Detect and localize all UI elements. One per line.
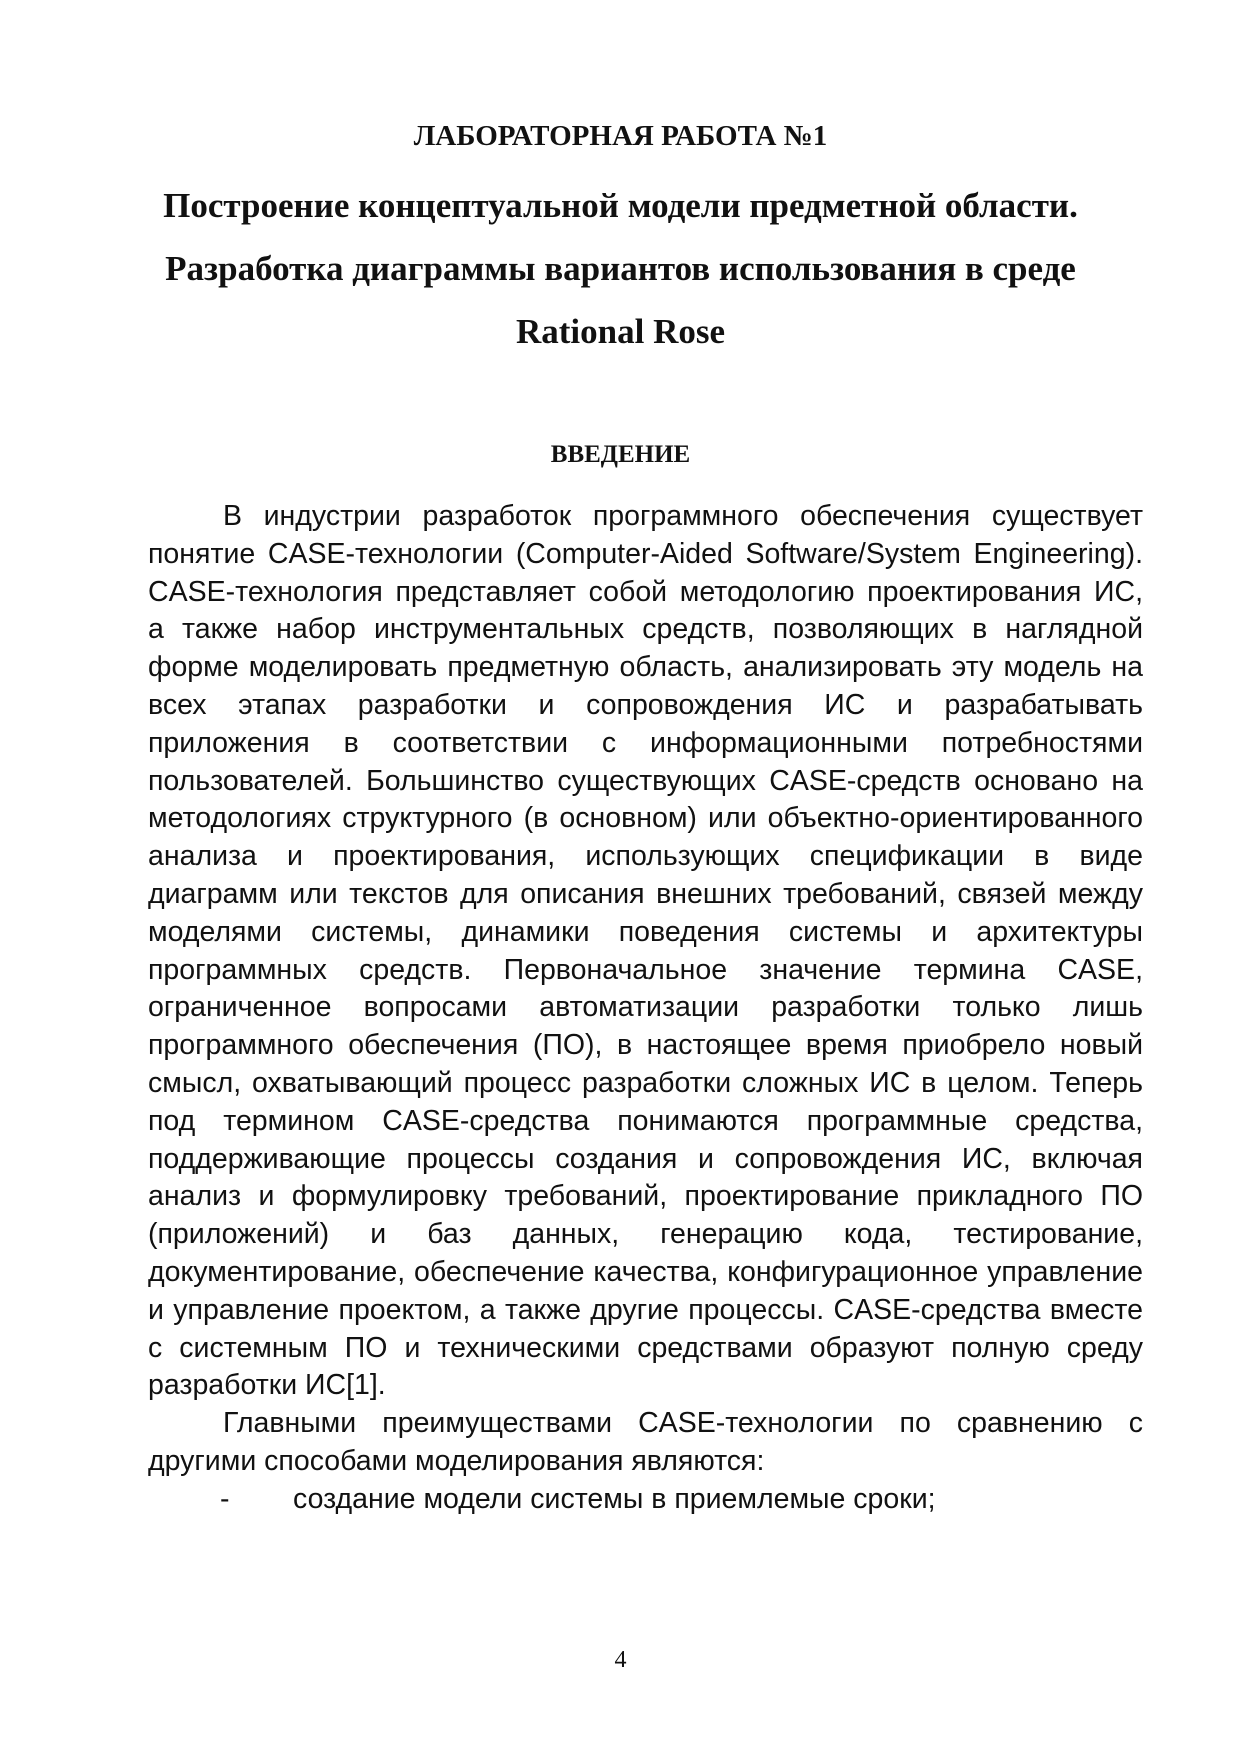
title-line-3: Rational Rose [515, 312, 726, 351]
body-text [148, 498, 1143, 1519]
section-heading: ВВЕДЕНИЕ [550, 441, 691, 468]
lab-title: ЛАБОРАТОРНАЯ РАБОТА №1 [413, 120, 828, 152]
list-item-text: создание модели системы в приемлемые сроки; [293, 1482, 936, 1515]
paragraph-2: Главными преимуществами CASE-технологии по сравнению с другими способами моделирования являются: [148, 1407, 1143, 1477]
paragraph-1: В индустрии разработок программного обеспечения существует понятие CASE-технологии (Computer-Aided Software/System Engineering). CASE-технология представляет собой методологию проектирования ИС, а также набор инструментальных средств, позволяющих в наглядной форме моделировать предметную область, анализировать эту модель на всех этапах разработки и сопровождения ИС и разрабатывать приложения в соответствии с информационными потребностями пользователей. Большинство существующих CASE-средств основано на методологиях структурного (в основном) или объектно-ориентированного анализа и проектирования, использующих спецификации в виде диаграмм или текстов для описания внешних требований, связей между моделями системы, динамики поведения системы и архитектуры программных средств. Первоначальное значение термина CASE, ограниченное вопросами автоматизации разработки только лишь программного обеспечения (ПО), в настоящее время приобрело новый смысл, охватывающий процесс разработки сложных ИС в целом. Теперь под термином CASE-средства понимаются программные средства, поддерживающие процессы создания и сопровождения ИС, включая анализ и формулировку требований, проектирование прикладного ПО (приложений) и баз данных, генерацию кода, тестирование, документирование, обеспечение качества, конфигурационное управление и управление проектом, а также другие процессы. CASE-средства вместе с системным ПО и техническими средствами образуют полную среду разработки ИС[1]. [148, 500, 1143, 1402]
title-line-2: Разработка диаграммы вариантов использования в среде [165, 249, 1076, 288]
list-item [148, 1481, 1143, 1519]
page-number: 4 [614, 1647, 627, 1673]
title-line-1: Построение концептуальной модели предметной области. [163, 186, 1078, 225]
document-title [120, 174, 1121, 363]
list-bullet: - [220, 1482, 230, 1515]
